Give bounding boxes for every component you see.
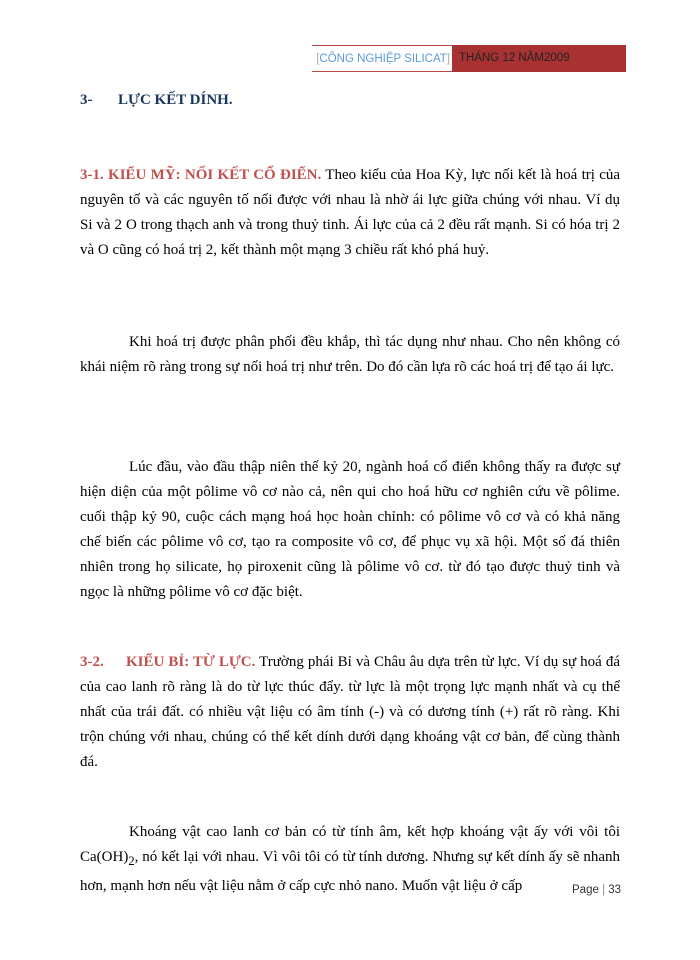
page-number: 33 [608, 884, 622, 896]
header-title: CÔNG NGHIỆP SILICAT [319, 53, 447, 65]
section-number: 3- [80, 92, 93, 108]
paragraph-valence: Khi hoá trị được phân phối đều khắp, thì tác dụng như nhau. Cho nên không có khái niệm rõ ràng trong sự nối hoá trị như trên. Do đó cần lựa rõ các hoá trị để tạo ái lực. [80, 334, 620, 375]
subsection-3-1-text: Theo kiểu của Hoa Kỳ, lực nối kết là hoá trị của nguyên tố và các nguyên tố nối được với nhau là nhờ ái lực giữa chúng với nhau. Ví dụ Si và 2 O trong thạch anh và trong thuỷ tinh. Ái lực của cả 2 đều rất mạnh. Si có hóa trị 2 và O cũng có hoá trị 2, kết thành một mạng 3 chiều rất khó phá huỷ. [80, 167, 621, 258]
header-date: THÁNG 12 NĂM2009 [452, 45, 626, 72]
paragraph-3-1 [80, 163, 620, 263]
section-heading [80, 92, 233, 109]
section-title: LỰC KẾT DÍNH. [118, 92, 233, 108]
page-separator: | [602, 884, 606, 896]
subsection-3-1-title: 3-1. KIỂU MỸ: NỐI KẾT CỔ ĐIỂN. [80, 167, 322, 183]
header-bracket-open: [ [316, 53, 320, 65]
kaolin-text-before: Khoáng vật cao lanh cơ bản có từ tính âm, kết hợp khoáng vật ấy với vôi tôi Ca(OH) [80, 824, 620, 865]
page-header [312, 45, 626, 72]
subsection-3-2-number: 3-2. [80, 654, 104, 670]
paragraph-polymer: Lúc đầu, vào đầu thập niên thế kỷ 20, ngành hoá cổ điển không thấy ra được sự hiện diện của một pôlime vô cơ nào cả, nên qui cho hoá hữu cơ nghiên cứu về pôlime. cuối thập kỷ 90, cuộc cách mạng hoá học hoàn chỉnh: có pôlime vô cơ và có khả năng chế biến các pôlime vô cơ, tạo ra composite vô cơ, để phục vụ xã hội. Một số đá thiên nhiên trong họ silicate, họ piroxenit cũng là pôlime vô cơ. từ đó tạo được thuỷ tinh và ngọc là những pôlime vô cơ đặc biệt. [80, 459, 620, 600]
kaolin-text-after: , nó kết lại với nhau. Vì vôi tôi có từ tính dương. Nhưng sự kết dính ấy sẽ nhanh hơn, mạnh hơn nếu vật liệu nằm ở cấp cực nhỏ nano. Muốn vật liệu ở cấp [80, 849, 620, 894]
subsection-3-2-text: Trường phái Bỉ và Châu âu dựa trên từ lực. Ví dụ sự hoá đá của cao lanh rõ ràng là do từ lực thúc đẩy. từ lực là một trọng lực mạnh nhất và cụ thể nhất của trái đất. có nhiều vật liệu có âm tính (-) và có dương tính (+) rất rõ ràng. Khi trộn chúng với nhau, chúng có thể kết dính dưới dạng khoáng vật cơ bản, để cùng thành đá. [80, 654, 620, 770]
page-label: Page [572, 884, 599, 896]
header-bracket-close: ] [446, 53, 450, 65]
paragraph-3-2 [80, 650, 620, 775]
page-footer [572, 884, 621, 896]
header-title-box [312, 45, 452, 72]
paragraph-kaolin [80, 820, 620, 899]
kaolin-subscript: 2 [128, 854, 135, 868]
subsection-3-2-title: KIỂU BỈ: TỪ LỰC. [126, 654, 256, 670]
